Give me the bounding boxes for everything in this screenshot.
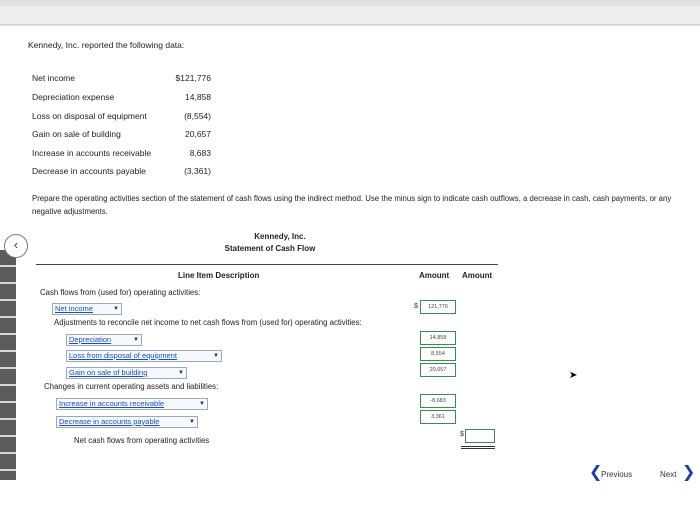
given-value-increase-ar: 8,683 bbox=[189, 148, 211, 158]
select-adjustment-depreciation-label: Depreciation bbox=[69, 335, 112, 344]
input-gain-sale-amount[interactable]: 20,657 bbox=[420, 363, 456, 377]
input-increase-ar-amount[interactable]: -8,683 bbox=[420, 394, 456, 408]
select-change-decrease-ap[interactable] bbox=[56, 416, 198, 428]
col-header-amount-2: Amount bbox=[462, 271, 493, 280]
net-cash-dollar: $ bbox=[460, 431, 464, 438]
given-label-net-income: Net income bbox=[32, 73, 75, 83]
next-button[interactable] bbox=[660, 466, 696, 484]
chevron-down-icon: ▼ bbox=[133, 337, 139, 343]
select-change-increase-ar-label: Increase in accounts receivable bbox=[59, 399, 165, 408]
net-cash-label: Net cash flows from operating activities bbox=[74, 436, 210, 445]
previous-label: Previous bbox=[601, 470, 633, 479]
select-adjustment-loss-disposal-label: Loss from disposal of equipment bbox=[69, 351, 177, 360]
header-rule bbox=[36, 264, 498, 265]
previous-button[interactable] bbox=[589, 466, 639, 484]
back-chevron-icon[interactable]: ‹ bbox=[4, 234, 28, 258]
select-adjustment-gain-sale-label: Gain on sale of building bbox=[69, 368, 148, 377]
select-change-decrease-ap-label: Decrease in accounts payable bbox=[59, 417, 160, 426]
select-change-increase-ar[interactable] bbox=[56, 398, 208, 410]
col-header-description: Line Item Description bbox=[178, 271, 260, 280]
problem-intro: Kennedy, Inc. reported the following data: bbox=[28, 40, 185, 50]
chevron-left-icon: ❮ bbox=[589, 464, 603, 481]
given-label-decrease-ap: Decrease in accounts payable bbox=[32, 166, 146, 176]
adjustments-header: Adjustments to reconcile net income to net cash flows from (used for) operating activities: bbox=[54, 318, 362, 327]
given-value-gain-sale: 20,657 bbox=[185, 129, 211, 139]
given-value-loss-disposal: (8,554) bbox=[184, 111, 211, 121]
changes-header: Changes in current operating assets and liabilities: bbox=[44, 382, 219, 391]
select-net-income[interactable] bbox=[52, 303, 122, 315]
chevron-down-icon: ▼ bbox=[178, 370, 184, 376]
given-value-net-income: $121,776 bbox=[175, 73, 211, 83]
chevron-down-icon: ▼ bbox=[213, 353, 219, 359]
instructions-text: Prepare the operating activities section of the statement of cash flows using the indirect method. Use the minus sign to indicate cash outflows, a decrease in cash, cash payments, or any negative adjustments. bbox=[32, 194, 672, 216]
statement-title: Statement of Cash Flow bbox=[224, 244, 316, 253]
chevron-down-icon: ▼ bbox=[199, 401, 205, 407]
top-toolbar bbox=[0, 0, 700, 26]
chevron-down-icon: ▼ bbox=[113, 306, 119, 312]
section-header: Cash flows from (used for) operating activities: bbox=[40, 288, 201, 297]
left-scroll-strip bbox=[0, 250, 16, 480]
given-label-gain-sale: Gain on sale of building bbox=[32, 129, 121, 139]
input-loss-disposal-amount[interactable]: 8,554 bbox=[420, 347, 456, 361]
given-label-loss-disposal: Loss on disposal of equipment bbox=[32, 111, 147, 121]
next-label: Next bbox=[660, 470, 677, 479]
input-decrease-ap-amount[interactable]: 3,361 bbox=[420, 410, 456, 424]
select-net-income-label: Net income bbox=[55, 304, 93, 313]
given-label-increase-ar: Increase in accounts receivable bbox=[32, 148, 152, 158]
input-net-cash-amount[interactable] bbox=[465, 429, 495, 443]
chevron-down-icon: ▼ bbox=[189, 419, 195, 425]
select-adjustment-depreciation[interactable] bbox=[66, 334, 142, 346]
given-value-decrease-ap: (3,361) bbox=[184, 166, 211, 176]
mouse-cursor-icon: ➤ bbox=[569, 370, 578, 381]
net-income-dollar: $ bbox=[414, 303, 418, 310]
chevron-right-icon: ❯ bbox=[682, 464, 696, 481]
statement-company: Kennedy, Inc. bbox=[254, 232, 306, 241]
given-label-depreciation: Depreciation expense bbox=[32, 92, 115, 102]
toolbar-strip bbox=[0, 6, 700, 25]
col-header-amount-1: Amount bbox=[419, 271, 450, 280]
select-adjustment-loss-disposal[interactable] bbox=[66, 350, 222, 362]
double-underline bbox=[461, 446, 495, 449]
input-net-income-amount[interactable]: 121,776 bbox=[420, 300, 456, 314]
given-value-depreciation: 14,858 bbox=[185, 92, 211, 102]
input-depreciation-amount[interactable]: 14,858 bbox=[420, 331, 456, 345]
select-adjustment-gain-sale[interactable] bbox=[66, 367, 187, 379]
